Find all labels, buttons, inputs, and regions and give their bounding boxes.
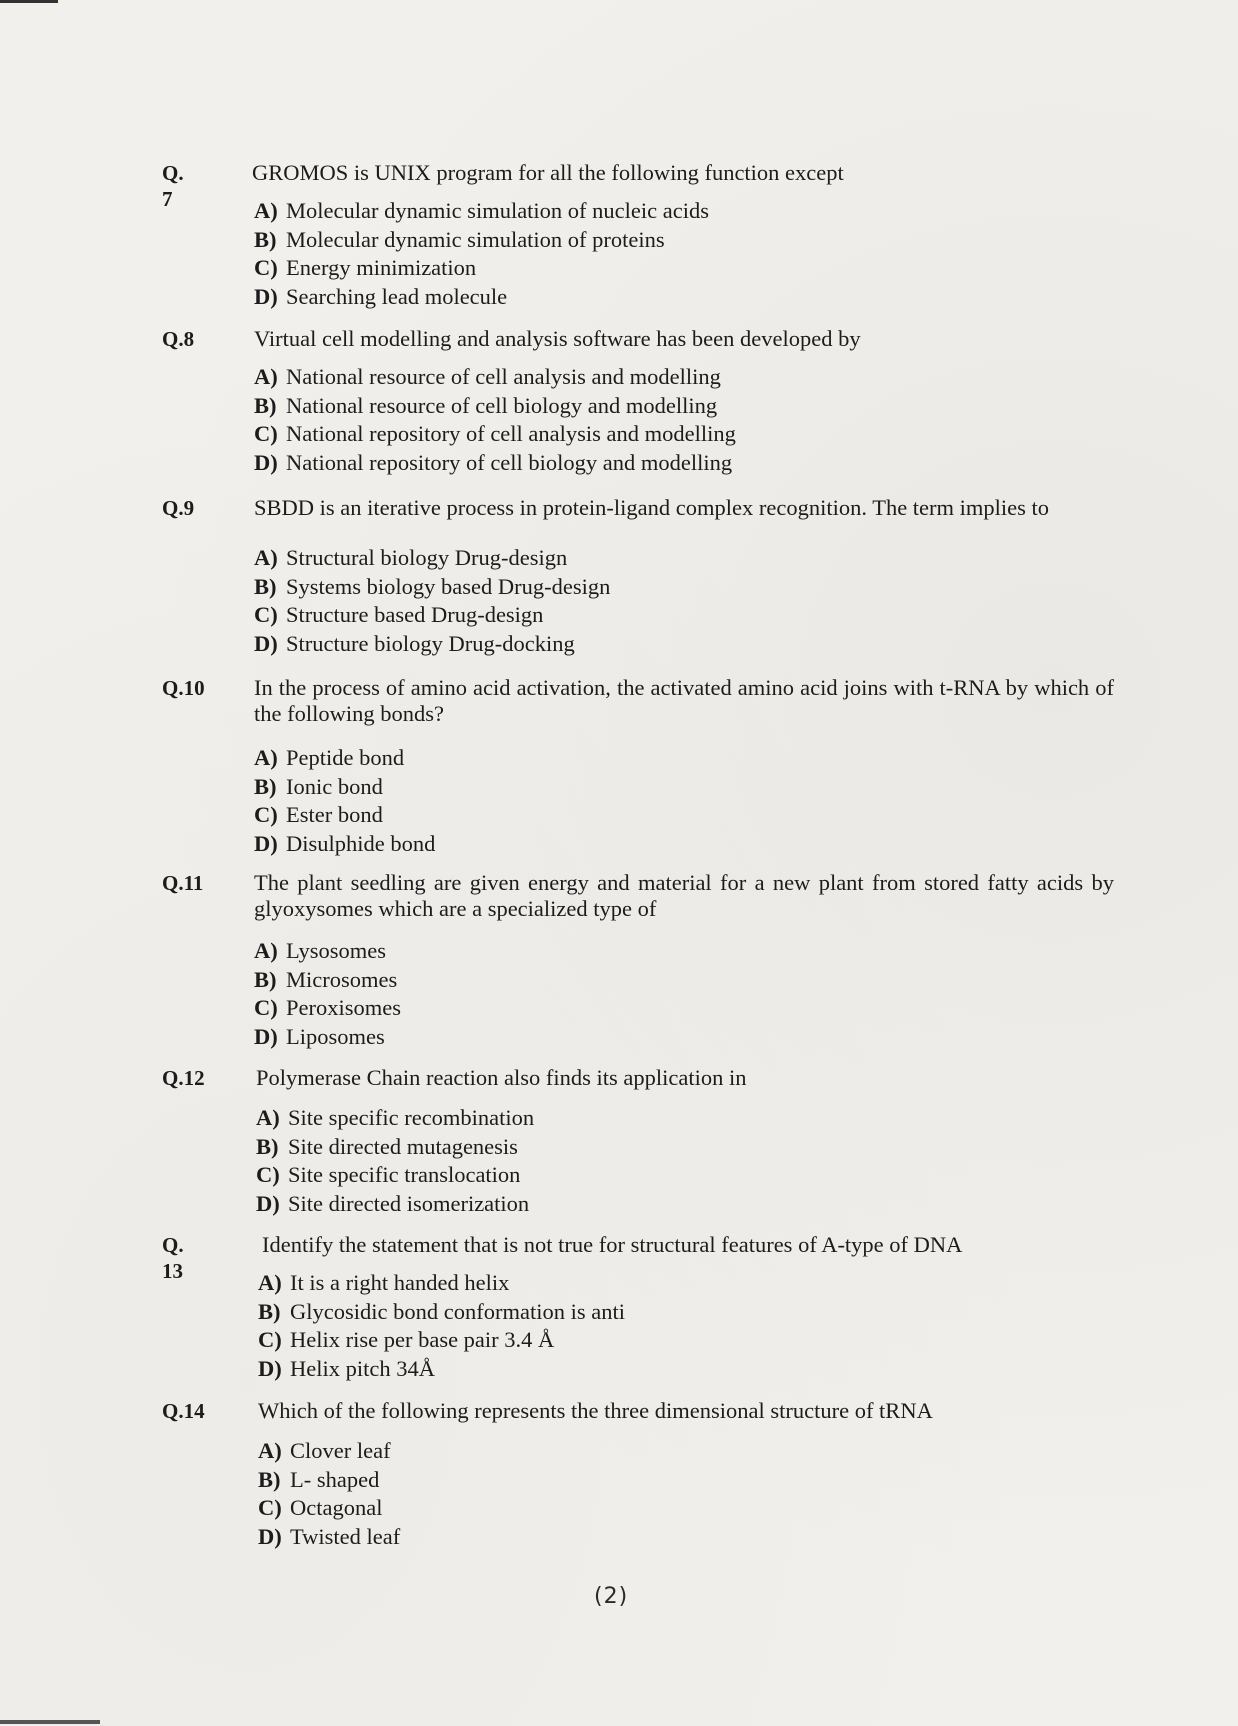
question-text: Polymerase Chain reaction also finds its application in bbox=[256, 1065, 747, 1090]
option-b: B) Site directed mutagenesis bbox=[256, 1133, 518, 1159]
option-a: A) Peptide bond bbox=[254, 745, 405, 770]
option-b: B) National resource of cell biology and modelling bbox=[254, 392, 718, 418]
question-text: SBDD is an iterative process in protein-ligand complex recognition. The term implies to bbox=[254, 495, 1050, 520]
question-text: Identify the statement that is not true for structural features of A-type of DNA bbox=[262, 1232, 963, 1257]
option-d: D) Site directed isomerization bbox=[256, 1190, 530, 1216]
question-number: Q.14 bbox=[162, 1399, 205, 1423]
question-text: Which of the following represents the three dimensional structure of tRNA bbox=[258, 1398, 933, 1423]
option-list bbox=[258, 1270, 625, 1384]
question-text: In the process of amino acid activation, the activated amino acid joins with t-RNA by which of the following bonds? bbox=[254, 675, 1114, 726]
option-a: A) It is a right handed helix bbox=[258, 1270, 510, 1295]
question-number: Q.8 bbox=[162, 327, 195, 351]
option-list bbox=[256, 1105, 534, 1219]
option-b: B) L- shaped bbox=[258, 1466, 380, 1492]
option-a: A) National resource of cell analysis and modelling bbox=[254, 364, 721, 389]
option-b: B) Molecular dynamic simulation of proteins bbox=[254, 226, 665, 252]
option-a: A) Molecular dynamic simulation of nucleic acids bbox=[254, 198, 709, 223]
option-c: C) National repository of cell analysis and modelling bbox=[254, 421, 736, 446]
scan-edge-mark-bottom bbox=[0, 1720, 100, 1724]
option-b: B) Ionic bond bbox=[254, 773, 383, 799]
question-number: Q.9 bbox=[162, 496, 195, 520]
question-number: Q. 13 bbox=[162, 1233, 184, 1283]
option-list bbox=[254, 545, 610, 659]
option-d: D) Structure biology Drug-docking bbox=[254, 630, 575, 656]
option-b: B) Microsomes bbox=[254, 966, 398, 992]
option-b: B) Systems biology based Drug-design bbox=[254, 573, 611, 599]
option-a: A) Lysosomes bbox=[254, 938, 387, 963]
question-text: GROMOS is UNIX program for all the following function except bbox=[252, 160, 844, 185]
option-list bbox=[258, 1438, 400, 1552]
option-list bbox=[254, 745, 435, 859]
option-c: C) Site specific translocation bbox=[256, 1162, 521, 1187]
option-c: C) Peroxisomes bbox=[254, 995, 401, 1020]
option-c: C) Energy minimization bbox=[254, 255, 477, 280]
option-d: D) Liposomes bbox=[254, 1023, 385, 1049]
option-d: D) Searching lead molecule bbox=[254, 283, 508, 309]
question-text: Virtual cell modelling and analysis software has been developed by bbox=[254, 326, 861, 351]
option-a: A) Site specific recombination bbox=[256, 1105, 535, 1130]
question-number: Q.10 bbox=[162, 676, 205, 700]
option-c: C) Octagonal bbox=[258, 1495, 383, 1520]
option-d: D) Helix pitch 34Å bbox=[258, 1355, 435, 1381]
option-d: D) Disulphide bond bbox=[254, 830, 436, 856]
question-number: Q.11 bbox=[162, 871, 204, 895]
option-c: C) Ester bond bbox=[254, 802, 383, 827]
option-c: C) Structure based Drug-design bbox=[254, 602, 544, 627]
option-a: A) Structural biology Drug-design bbox=[254, 545, 568, 570]
option-a: A) Clover leaf bbox=[258, 1438, 391, 1463]
option-b: B) Glycosidic bond conformation is anti bbox=[258, 1298, 625, 1324]
option-list bbox=[254, 364, 736, 478]
question-number: Q. 7 bbox=[162, 161, 184, 211]
option-c: C) Helix rise per base pair 3.4 Å bbox=[258, 1327, 555, 1352]
option-d: D) Twisted leaf bbox=[258, 1523, 401, 1549]
question-number: Q.12 bbox=[162, 1066, 205, 1090]
option-list bbox=[254, 938, 401, 1052]
scan-edge-mark bbox=[0, 0, 58, 3]
option-list bbox=[254, 198, 709, 312]
question-text: The plant seedling are given energy and material for a new plant from stored fatty acids by glyoxysomes which are a specialized type of bbox=[254, 870, 1114, 921]
page-number: (2) bbox=[594, 1584, 629, 1609]
option-d: D) National repository of cell biology and modelling bbox=[254, 449, 733, 475]
